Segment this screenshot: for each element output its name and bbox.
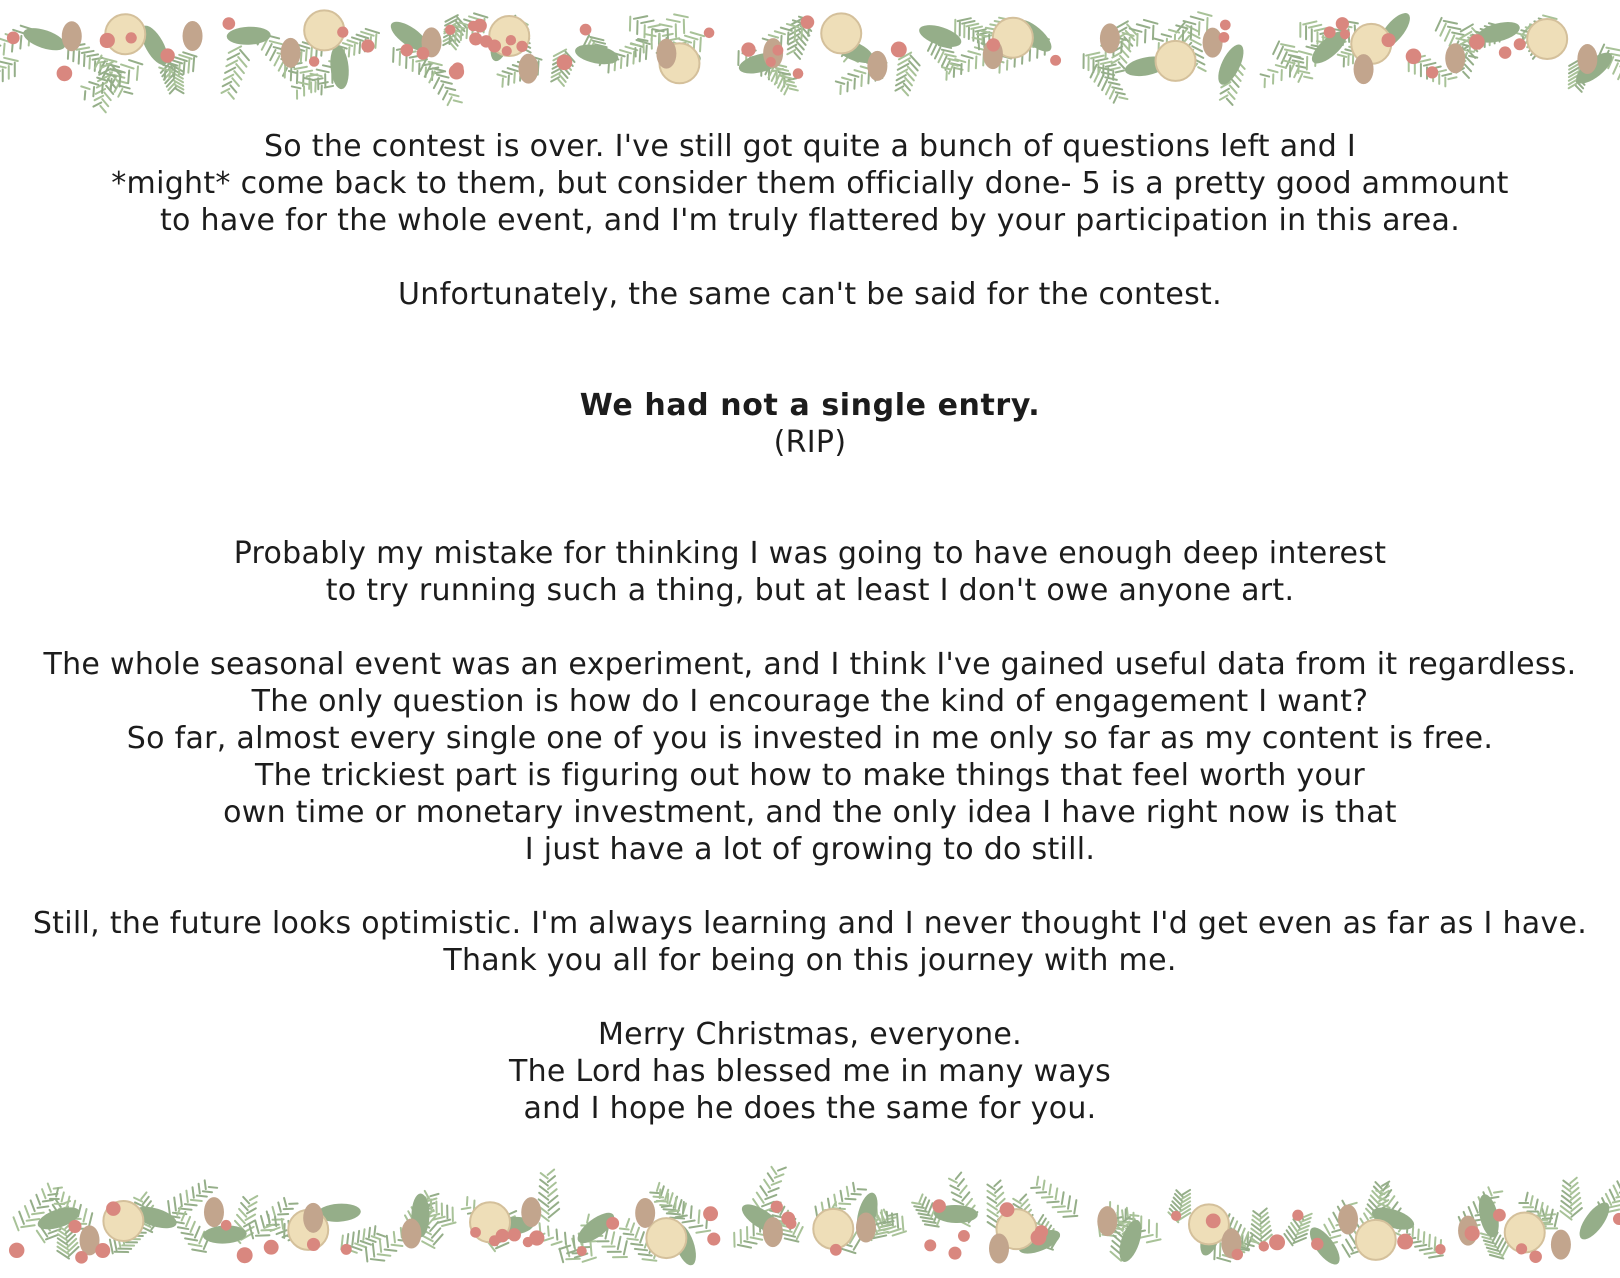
holly-berry-icon [606,1217,619,1230]
ornament-ball-icon [813,1209,853,1249]
pinecone-icon [183,21,203,51]
holly-berry-icon [987,38,1000,51]
holly-garland-bottom-icon [0,1138,1620,1278]
holly-berry-icon [223,17,236,30]
holly-berry-icon [400,44,413,57]
holly-berry-icon [1031,1230,1047,1246]
text-line: Still, the future looks optimistic. I'm always learning and I never thought I'd get even as far as I have. [32,906,1588,941]
holly-berry-icon [1382,33,1396,47]
ornament-ball-icon [1356,1220,1396,1260]
paragraph-intro [0,128,1620,239]
holly-berry-icon [1324,26,1336,38]
pinecone-icon [1338,1204,1358,1234]
holly-berry-icon [1000,1202,1015,1217]
pinecone-icon [1445,43,1465,73]
text-line: Probably my mistake for thinking I was going to have enough deep interest [233,536,1387,571]
rip-note: (RIP) [773,425,847,460]
text-line: Thank you all for being on this journey with me. [443,943,1177,978]
holly-berry-icon [502,46,512,56]
text-line: to have for the whole event, and I'm truly flattered by your participation in this area. [159,203,1461,238]
pinecone-icon [204,1197,224,1227]
holly-berry-icon [793,68,804,79]
holly-berry-icon [445,25,455,35]
pine-sprig-icon [221,46,248,98]
ornament-ball-icon [646,1218,686,1258]
holly-berry-icon [1499,46,1512,59]
holly-berry-icon [57,66,73,82]
holly-berry-icon [891,42,907,58]
holly-berry-icon [932,1199,946,1213]
holly-berry-icon [449,64,464,79]
holly-berry-icon [1529,1250,1542,1263]
pine-sprig-icon [1261,47,1320,88]
holly-berry-icon [801,15,815,29]
holly-berry-icon [309,56,319,66]
holly-berry-icon [1292,1210,1303,1221]
holly-berry-icon [1465,1226,1480,1241]
holly-berry-icon [1514,38,1526,50]
holly-berry-icon [529,1230,544,1245]
ornament-ball-icon [821,13,861,53]
pine-sprig-icon [895,53,919,96]
holly-garland-top-icon [0,0,1620,140]
holly-berry-icon [221,1220,232,1231]
holly-berry-icon [1493,1209,1506,1222]
holly-berry-icon [68,1220,81,1233]
pinecone-icon [1354,54,1374,84]
holly-berry-icon [703,1206,718,1221]
holly-berry-icon [1269,1234,1285,1250]
holly-berry-icon [1336,17,1349,30]
pinecone-icon [1577,44,1597,74]
ornament-ball-icon [1527,19,1567,59]
holly-berry-icon [506,35,516,45]
pinecone-icon [1100,23,1120,53]
holly-berry-icon [1406,49,1422,65]
pinecone-icon [867,51,887,81]
text-line: own time or monetary investment, and the only idea I have right now is that [223,795,1397,830]
holly-berry-icon [7,31,20,44]
pinecone-icon [763,1217,783,1247]
holly-berry-icon [1232,1249,1243,1260]
holly-berry-icon [707,1232,720,1245]
holly-berry-icon [106,1201,121,1216]
paragraph-experiment [0,646,1620,868]
pinecone-icon [635,1198,655,1228]
holly-berry-icon [1426,66,1438,78]
holly-berry-icon [307,1238,320,1251]
holly-berry-icon [1220,20,1231,31]
holly-berry-icon [1340,29,1350,39]
paragraph-headline [0,387,1620,461]
holly-berry-icon [1259,1241,1269,1251]
holly-berry-icon [1613,1213,1620,1225]
pinecone-icon [281,38,301,68]
holly-berry-icon [958,1230,970,1242]
paragraph-future [0,905,1620,979]
paragraph-unfortunately [0,276,1620,313]
holly-berry-icon [557,55,573,71]
holly-berry-icon [741,42,755,56]
holly-berry-icon [489,1235,500,1246]
holly-berry-icon [100,35,113,48]
paragraph-closing [0,1016,1620,1127]
holly-berry-icon [924,1239,936,1251]
holly-berry-icon [417,47,430,60]
pine-sprig-icon [1031,1177,1077,1217]
holly-leaf-icon [226,26,271,46]
pinecone-icon [1097,1206,1117,1236]
pinecone-icon [856,1213,876,1243]
holly-berry-icon [75,1251,88,1264]
holly-berry-icon [341,1244,352,1255]
holly-berry-icon [1397,1234,1413,1250]
text-line: So the contest is over. I've still got quite a bunch of questions left and I [263,129,1357,164]
ornament-ball-icon [1156,41,1196,81]
holly-berry-icon [9,1243,24,1258]
holly-berry-icon [361,39,374,52]
holly-berry-icon [470,1227,481,1238]
holly-berry-icon [1219,32,1230,43]
holly-berry-icon [1516,1243,1527,1254]
pine-sprig-icon [0,58,18,91]
text-line: Unfortunately, the same can't be said for the contest. [398,277,1222,312]
holly-berry-icon [704,28,715,39]
paragraph-mistake [0,535,1620,609]
holly-berry-icon [1311,1238,1323,1250]
pine-sprig-icon [1560,1178,1582,1220]
holly-berry-icon [766,57,776,67]
holly-berry-icon [337,27,348,38]
holly-berry-icon [772,45,783,56]
holly-berry-icon [508,1228,521,1241]
text-line: *might* come back to them, but consider them officially done- 5 is a pretty good ammount [111,166,1509,201]
pinecone-icon [1551,1230,1571,1260]
text-line: to try running such a thing, but at least I don't owe anyone art. [325,573,1295,608]
holly-berry-icon [160,48,174,62]
holly-berry-icon [1050,55,1061,66]
holly-berry-icon [469,32,482,45]
pine-sprig-icon [1250,1208,1272,1245]
pinecone-icon [989,1233,1009,1263]
text-line: The only question is how do I encourage the kind of engagement I want? [251,684,1369,719]
text-line: The trickiest part is figuring out how to make things that feel worth your [254,758,1366,793]
headline-no-entry: We had not a single entry. [579,388,1041,423]
pinecone-icon [656,39,676,69]
holly-berry-icon [237,1247,253,1263]
holly-berry-icon [781,1212,795,1226]
holly-berry-icon [580,24,592,36]
text-line: The whole seasonal event was an experiment, and I think I've gained useful data from it regardless. [43,647,1577,682]
holly-berry-icon [264,1240,279,1255]
holly-berry-icon [1435,1244,1446,1255]
holly-berry-icon [771,1201,783,1213]
pinecone-icon [62,21,82,51]
holly-berry-icon [830,1244,842,1256]
holly-berry-icon [1171,1211,1181,1221]
holly-berry-icon [577,1246,587,1256]
pinecone-icon [401,1219,421,1249]
letter-body [0,128,1620,1127]
pinecone-icon [1203,28,1223,58]
pinecone-icon [303,1203,323,1233]
holly-berry-icon [95,1243,110,1258]
holly-berry-icon [468,21,479,32]
text-line: The Lord has blessed me in many ways [508,1054,1112,1089]
text-line: I just have a lot of growing to do still. [524,832,1096,867]
holly-berry-icon [516,41,527,52]
text-line: So far, almost every single one of you is invested in me only so far as my content is free. [126,721,1494,756]
pinecone-icon [521,1197,541,1227]
holly-berry-icon [1206,1214,1221,1229]
holly-berry-icon [1469,34,1485,50]
pinecone-icon [518,54,538,84]
text-line: Merry Christmas, everyone. [597,1017,1023,1052]
holly-berry-icon [948,1247,961,1260]
text-line: and I hope he does the same for you. [523,1091,1097,1126]
holly-berry-icon [126,32,137,43]
holly-berry-icon [488,39,501,52]
